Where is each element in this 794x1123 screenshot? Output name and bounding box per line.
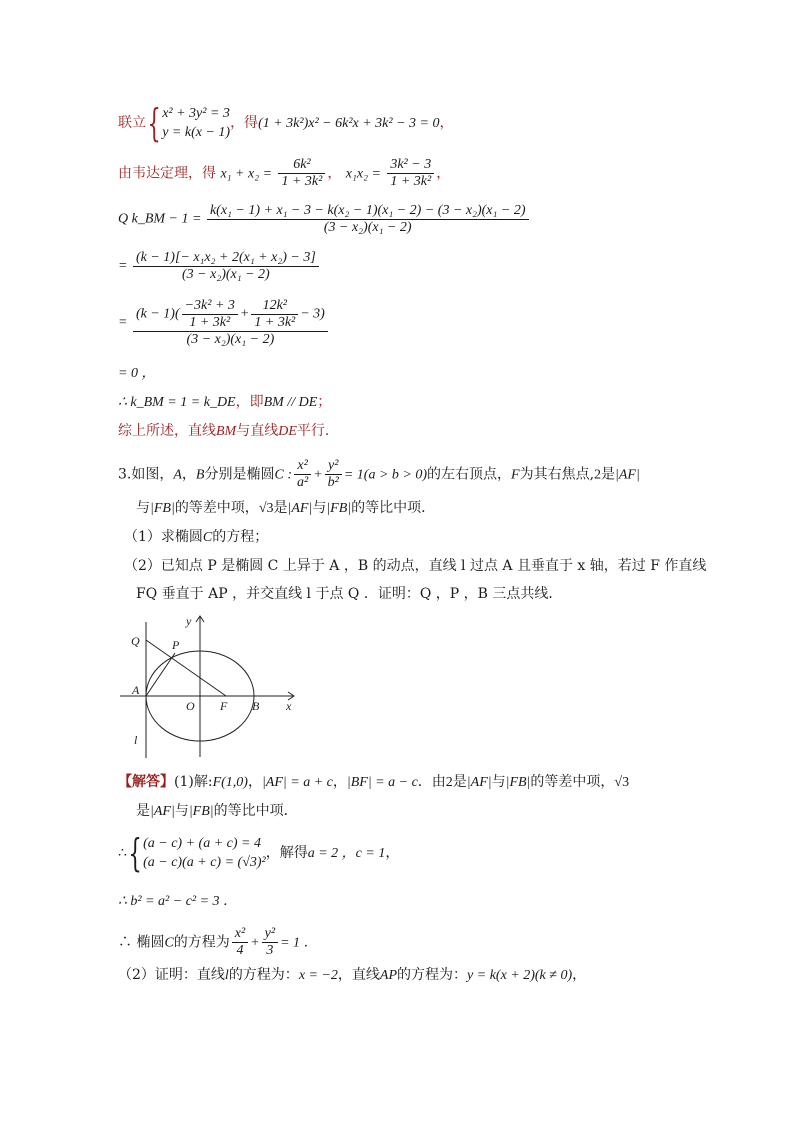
math-segment: |FB| [150, 501, 175, 516]
text-segment: （1）求椭圆 [124, 529, 203, 545]
fraction-denominator: 4 [236, 943, 244, 958]
text-segment: ∴ 椭圆 [118, 934, 165, 951]
answer-line-1 [118, 773, 629, 792]
text-segment: ， [436, 165, 451, 182]
label-b: B [252, 699, 260, 713]
fraction-denominator: b² [327, 475, 339, 490]
fraction-numerator: y² [262, 926, 278, 943]
plus-sign: + [239, 306, 250, 322]
system-eq2: (a − c)(a + c) = (√3)² [143, 855, 266, 870]
plus-sign: + [313, 467, 323, 483]
question3-line-1 [118, 458, 640, 491]
quadratic-equation: (1 + 3k²)x² − 6k²x + 3k² − 3 = 0 [258, 116, 440, 131]
line-de: DE [278, 424, 297, 439]
fraction-denominator: (3 − x₂)(x₁ − 2) [182, 267, 270, 282]
text-segment: （2）已知点 P 是椭圆 C 上异于 A ，B 的动点，直线 l 过点 A 且垂直于 x 轴，若过 F 作直线 [124, 558, 707, 574]
fraction-denominator: 1 + 3k² [390, 174, 432, 189]
math-segment: C [164, 935, 174, 951]
answer-tag: 【解答】 [118, 774, 174, 790]
slope-fraction [207, 203, 529, 236]
system-equation-line [118, 101, 454, 145]
math-segment: F(1,0) [212, 775, 248, 790]
math-segment: |FB| [505, 775, 531, 790]
math-segment: √3 [614, 775, 630, 790]
label-x: x [286, 699, 292, 713]
math-segment: |BF| = a − c [346, 775, 418, 790]
left-brace: { [147, 101, 161, 145]
zero-result: = 0 ， [118, 366, 156, 381]
fraction-denominator: (3 − x₂)(x₁ − 2) [323, 220, 412, 235]
math-segment: A [173, 467, 182, 483]
text-segment: 是 [452, 774, 467, 790]
math-segment: |AF| = a + c [261, 775, 333, 790]
fraction-denominator: 1 + 3k² [189, 315, 231, 330]
fraction-numerator: k(x₁ − 1) + x₁ − 3 − k(x₂ − 1)(x₁ − 2) − (3 − x₂)(x₁ − 2) [207, 203, 529, 220]
math-segment: = 1(a > b > 0) [343, 467, 428, 483]
math-segment: 2 [445, 775, 453, 790]
text-segment: 的左右顶点， [427, 466, 512, 483]
text-segment: 联立 [118, 115, 146, 131]
summary-line [118, 422, 339, 441]
text-segment: ， [332, 774, 347, 790]
simplified-fraction [133, 250, 319, 283]
equals-sign: = [118, 315, 128, 331]
math-segment: y = k(x + 2)(k ≠ 0) [467, 968, 573, 983]
segment-ap [146, 653, 175, 696]
math-segment: 2 [594, 467, 602, 483]
subquestion-1 [124, 528, 268, 547]
label-y: y [186, 614, 192, 628]
ellipse-term-y [325, 458, 342, 491]
zero-result-line [118, 365, 155, 383]
fraction-denominator: 3 [266, 943, 274, 958]
parallel-conclusion-line [118, 393, 331, 412]
text-segment: 的方程； [212, 529, 269, 545]
text-segment: 是 [273, 500, 288, 516]
text-segment: 分别是椭圆 [204, 466, 275, 483]
label-q: Q [131, 634, 140, 648]
sum-fraction [278, 157, 325, 190]
equation-system [162, 104, 230, 142]
text-segment: 是 [601, 466, 616, 483]
ellipse-term-x [294, 458, 311, 491]
text-segment: 综上所述，直线 [118, 423, 216, 439]
label-p: P [172, 638, 180, 652]
text-segment: 的等差中项， [530, 774, 615, 790]
equation-system [143, 834, 266, 872]
question3-line-2 [136, 499, 435, 518]
text-segment: 的方程为 [173, 934, 230, 951]
text-segment: ，得 [230, 115, 259, 131]
math-segment: |AF| [150, 804, 175, 819]
math-segment: |FB| [326, 501, 352, 516]
label-a: A [132, 683, 140, 697]
text-segment: ．由 [417, 774, 446, 790]
math-segment: |AF| [287, 501, 313, 516]
text-segment: ，解得 [265, 845, 308, 861]
text-segment: ，直线 [337, 967, 380, 983]
parallel-statement: BM // DE [263, 395, 318, 410]
text-segment: ，即 [235, 394, 264, 410]
math-segment: a = 2 ，c = 1 [307, 846, 386, 861]
fraction-numerator: 12k² [251, 298, 298, 315]
text-segment: （2）证明：直线 [118, 967, 225, 983]
fraction-numerator: 3k² − 3 [387, 157, 434, 174]
left-brace: { [128, 831, 142, 875]
text-segment: 由韦达定理，得 [118, 165, 216, 182]
ellipse-term-y [262, 926, 278, 959]
system-eq1: (a − c) + (a + c) = 4 [143, 836, 261, 851]
product-fraction [387, 157, 434, 190]
b-squared: ∴ b² = a² − c² = 3 ． [118, 894, 238, 909]
text-segment: ； [317, 394, 332, 410]
math-segment: C : [274, 467, 292, 483]
text-segment: 3.如图， [118, 466, 174, 483]
text-segment: 与 [174, 803, 189, 819]
vieta-line [118, 157, 450, 190]
sum-lhs: x₁ + x₂ = [220, 166, 273, 182]
text-segment: ， [385, 845, 400, 861]
math-segment: F [511, 467, 520, 483]
math-segment: l [224, 968, 229, 983]
text-segment: 与 [491, 774, 506, 790]
math-segment: x = −2 [298, 968, 338, 983]
fraction-numerator [133, 298, 328, 332]
fraction-numerator: x² [232, 926, 248, 943]
math-segment: B [195, 467, 205, 483]
fraction-numerator: x² [294, 458, 311, 475]
ellipse-figure [118, 612, 308, 760]
math-segment: √3 [258, 501, 274, 516]
math-segment: |AF| [466, 775, 492, 790]
text-segment: 的等差中项， [174, 500, 259, 516]
ellipse-term-x [232, 926, 248, 959]
text-segment: ， [181, 466, 196, 483]
system-eq1: x² + 3y² = 3 [162, 106, 230, 121]
label-l: l [134, 733, 138, 747]
slope-derivation-line-2 [118, 250, 321, 283]
fraction-denominator: (3 − x₂)(x₁ − 2) [186, 332, 275, 347]
fraction-numerator: y² [325, 458, 342, 475]
text-segment: 为其右焦点, [519, 466, 595, 483]
answer-system-line [118, 831, 400, 875]
answer-part2-line [118, 966, 586, 985]
math-segment: |FB| [188, 804, 214, 819]
text-segment: FQ 垂直于 AP ，并交直线 l 于点 Q ．证明：Q ，P ，B 三点共线． [136, 586, 563, 602]
fraction-denominator: 1 + 3k² [281, 174, 323, 189]
subquestion-2-line-1 [124, 557, 706, 575]
inner-fraction-2 [251, 298, 298, 331]
line-bm: BM [216, 424, 237, 439]
math-segment: C [202, 530, 213, 545]
text-segment: 与 [136, 500, 150, 516]
text-segment: 与 [312, 500, 327, 516]
slope-derivation-line-1 [118, 203, 531, 236]
text-segment: ， [327, 165, 342, 182]
text-segment: ， [439, 115, 454, 131]
text-segment: ， [572, 967, 587, 983]
math-segment: = 1 ． [280, 935, 318, 951]
slope-lhs: Q k_BM − 1 = [118, 211, 202, 227]
slope-equality: ∴ k_BM = 1 = k_DE [118, 395, 236, 410]
math-segment: AP [379, 968, 398, 983]
numerator-suffix: − 3) [300, 306, 325, 322]
math-segment: |AF| [615, 467, 640, 483]
answer-line-2 [136, 802, 298, 821]
therefore-symbol: ∴ [118, 845, 127, 861]
text-segment: (1)解: [174, 774, 213, 790]
text-segment: 的方程为： [228, 967, 299, 983]
subquestion-2-line-2 [136, 585, 562, 603]
product-lhs: x₁x₂ = [345, 166, 381, 182]
fraction-numerator: −3k² + 3 [182, 298, 238, 315]
text-segment: 的等比中项． [351, 500, 436, 516]
text-segment: 是 [136, 803, 150, 819]
slope-derivation-line-3 [118, 298, 330, 348]
text-segment: ， [247, 774, 262, 790]
fraction-denominator: a² [296, 475, 309, 490]
text-segment: 的方程为： [397, 967, 468, 983]
inner-fraction-1 [182, 298, 238, 331]
text-segment: 与直线 [236, 423, 279, 439]
fraction-numerator: (k − 1)[− x₁x₂ + 2(x₁ + x₂) − 3] [133, 250, 319, 267]
equals-sign: = [118, 258, 128, 274]
fraction-denominator: 1 + 3k² [254, 315, 296, 330]
substituted-fraction [133, 298, 328, 348]
b-squared-line [118, 893, 237, 911]
ellipse-equation-line [118, 926, 318, 959]
text-segment: 的等比中项． [213, 803, 298, 819]
numerator-prefix: (k − 1)( [135, 306, 180, 322]
label-o: O [186, 699, 195, 713]
text-segment: 平行． [296, 423, 339, 439]
plus-sign: + [250, 935, 260, 951]
fraction-numerator: 6k² [278, 157, 325, 174]
label-f: F [220, 699, 228, 713]
system-eq2: y = k(x − 1) [162, 125, 231, 140]
